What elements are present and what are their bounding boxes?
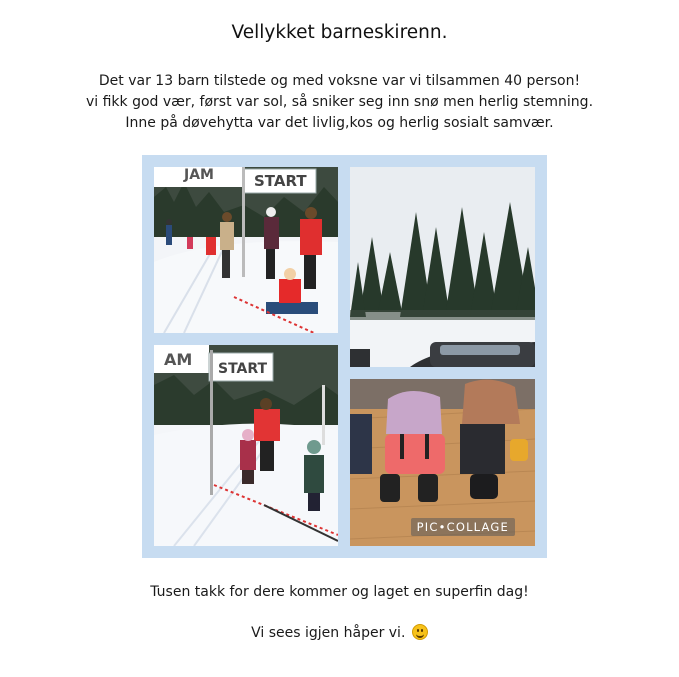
paragraph-line-3: Inne på døvehytta var det livlig,kos og herlig sosialt samvær.: [125, 115, 554, 131]
paragraph-line-1: Det var 13 barn tilstede og med voksne var vi tilsammen 40 person!: [98, 73, 581, 89]
see-you-text: Vi sees igjen håper vi.: [251, 625, 406, 641]
paragraph-line-2: vi fikk god vær, først var sol, så sniker seg inn snø men herlig stemning.: [85, 94, 594, 110]
banner-partial-text: JAM: [184, 167, 214, 183]
banner-start-text-2: START: [218, 361, 268, 377]
photo-start-line-children: [154, 345, 338, 546]
photo-indoor-children: [350, 379, 535, 546]
banner-partial-text-2: AM: [164, 350, 193, 369]
photo-snowy-forest: [350, 167, 535, 367]
smiling-face-icon: [412, 624, 428, 640]
see-you-line: [0, 624, 679, 641]
thanks-text: Tusen takk for dere kommer og laget en superfin dag!: [150, 584, 529, 600]
photo-start-line-kick-sled: [154, 167, 338, 333]
pic-collage-watermark: PIC•COLLAGE: [411, 518, 515, 536]
post-paragraph: [0, 71, 679, 134]
banner-start-text: START: [254, 172, 307, 190]
photo-collage: [142, 155, 547, 558]
post-title: Vellykket barneskirenn.: [231, 22, 448, 43]
